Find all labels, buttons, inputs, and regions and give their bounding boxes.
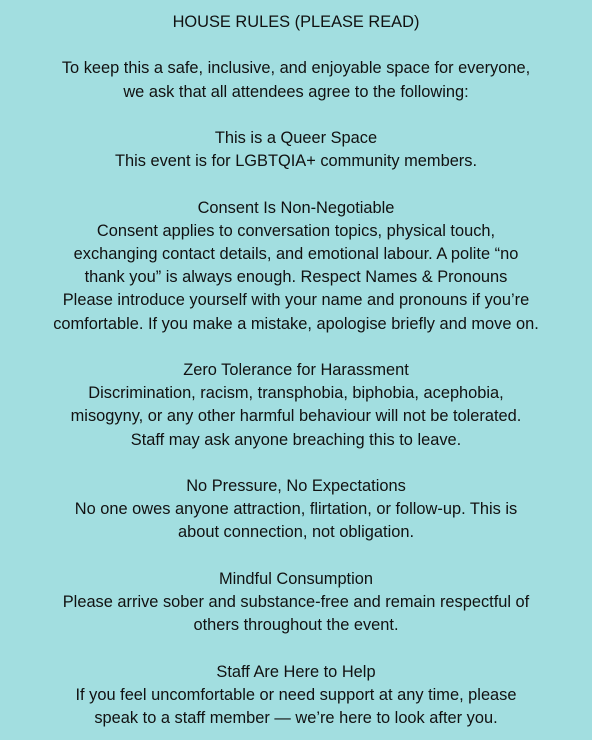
spacer bbox=[0, 452, 592, 475]
section-line: misogyny, or any other harmful behaviour will not be tolerated. bbox=[70, 407, 522, 426]
section-no-pressure bbox=[0, 475, 592, 545]
spacer bbox=[0, 545, 592, 568]
section-heading: This is a Queer Space bbox=[214, 128, 378, 147]
section-line: comfortable. If you make a mistake, apologise briefly and move on. bbox=[53, 314, 539, 333]
intro-line: To keep this a safe, inclusive, and enjoyable space for everyone, bbox=[61, 59, 531, 78]
spacer bbox=[0, 637, 592, 660]
section-mindful-consumption bbox=[0, 568, 592, 638]
spacer bbox=[0, 336, 592, 359]
intro-line: we ask that all attendees agree to the following: bbox=[123, 82, 469, 101]
spacer bbox=[0, 104, 592, 127]
section-line: Staff may ask anyone breaching this to leave. bbox=[130, 430, 462, 449]
section-heading: Zero Tolerance for Harassment bbox=[183, 360, 409, 379]
section-heading: Consent Is Non-Negotiable bbox=[197, 198, 395, 217]
section-line: Please introduce yourself with your name and pronouns if you’re bbox=[62, 291, 530, 310]
section-line: Consent applies to conversation topics, physical touch, bbox=[96, 221, 496, 240]
section-line: about connection, not obligation. bbox=[177, 523, 415, 542]
section-queer-space bbox=[0, 127, 592, 173]
intro-paragraph bbox=[0, 57, 592, 103]
section-zero-tolerance bbox=[0, 359, 592, 452]
section-heading: No Pressure, No Expectations bbox=[186, 476, 406, 495]
document-title: HOUSE RULES (PLEASE READ) bbox=[172, 13, 420, 31]
section-line: Discrimination, racism, transphobia, biphobia, acephobia, bbox=[88, 384, 504, 403]
section-line: others throughout the event. bbox=[193, 616, 399, 635]
spacer bbox=[0, 34, 592, 57]
section-heading: Mindful Consumption bbox=[219, 569, 373, 588]
section-line: thank you” is always enough. Respect Names & Pronouns bbox=[84, 268, 508, 287]
section-line: speak to a staff member — we’re here to look after you. bbox=[94, 708, 498, 727]
section-line: If you feel uncomfortable or need support at any time, please bbox=[75, 685, 517, 704]
section-line: Please arrive sober and substance-free and remain respectful of bbox=[62, 592, 530, 611]
section-heading: Staff Are Here to Help bbox=[216, 662, 376, 681]
section-staff-help bbox=[0, 661, 592, 731]
section-line: This event is for LGBTQIA+ community members. bbox=[114, 152, 478, 171]
section-consent bbox=[0, 197, 592, 336]
spacer bbox=[0, 173, 592, 196]
section-line: exchanging contact details, and emotional labour. A polite “no bbox=[73, 244, 519, 263]
section-line: No one owes anyone attraction, flirtation, or follow-up. This is bbox=[74, 500, 518, 519]
